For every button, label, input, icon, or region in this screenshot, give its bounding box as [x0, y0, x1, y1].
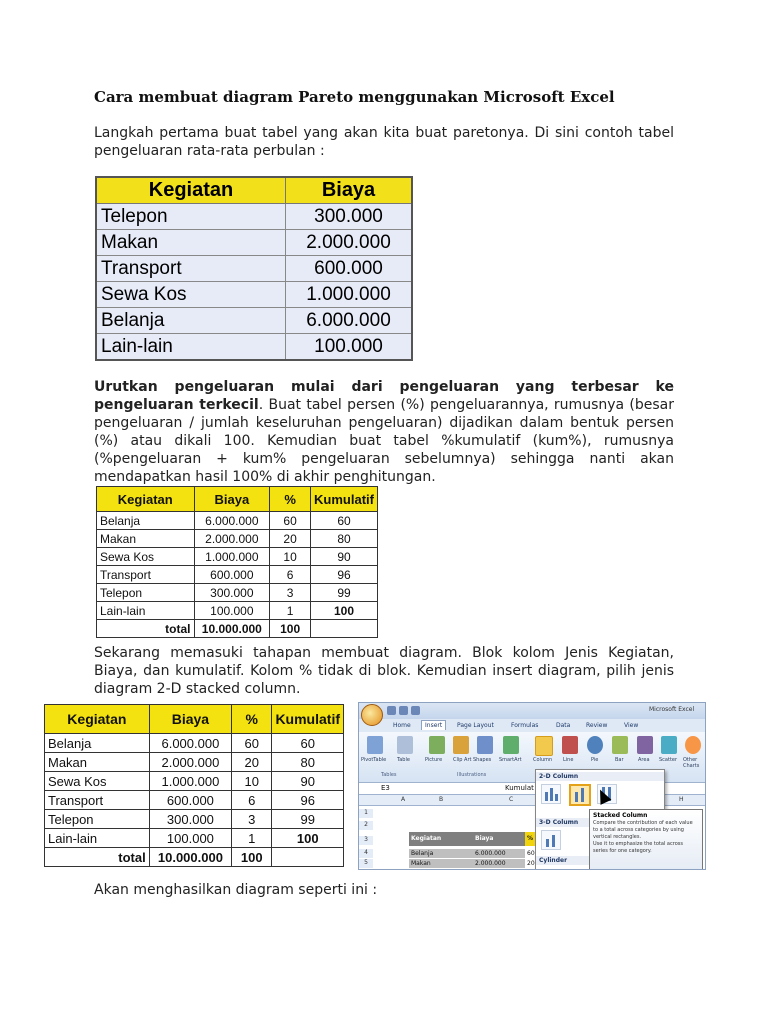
table-cell: Sewa Kos: [96, 282, 286, 308]
clustered-column-icon[interactable]: [541, 784, 561, 804]
table-cell: Lain-lain: [97, 602, 195, 620]
table-cell: 100.000: [194, 602, 270, 620]
header-percent: %: [270, 487, 311, 512]
stacked-column-icon[interactable]: [569, 784, 591, 806]
total-percent: 100: [270, 620, 311, 638]
table-cell: 6.000.000: [194, 512, 270, 530]
header-kumulatif: Kumulatif: [311, 487, 378, 512]
table-cell: 1.000.000: [149, 772, 231, 791]
sorting-rest-text: . Buat tabel persen (%) pengeluarannya, rumusnya (besar pengeluaran / jumlah keseluruhan pengeluaran) dijadikan dalam bentuk persen (%) atau dikali 100. Kemudian buat tabel %kumulatif (kum%), rumusnya (%pengeluaran + kum% pengeluaran sebelumnya) sehingga nanti akan mendapatkan hasil 100% di akhir penghitungan.: [94, 397, 674, 485]
excel-cell[interactable]: 20: [527, 860, 535, 867]
table-cell: Lain-lain: [96, 334, 286, 361]
table-cell: 600.000: [149, 791, 231, 810]
column-chart-icon[interactable]: [535, 736, 553, 756]
ribbon-label: Pie: [591, 757, 599, 763]
table-cell: 2.000.000: [194, 530, 270, 548]
table-cell: 300.000: [194, 584, 270, 602]
line-chart-icon[interactable]: [562, 736, 578, 754]
table-cell: [272, 848, 344, 867]
name-box[interactable]: E3: [381, 784, 390, 792]
table-cell: 2.000.000: [286, 230, 413, 256]
table-cell: 96: [272, 791, 344, 810]
pareto-table-small: [96, 486, 378, 638]
table-cell: Lain-lain: [45, 829, 150, 848]
excel-cell[interactable]: 60: [527, 850, 535, 857]
row-header[interactable]: 2: [359, 821, 373, 830]
ribbon-label: Column: [533, 757, 553, 763]
table-cell: 1: [270, 602, 311, 620]
column-header[interactable]: H: [679, 796, 684, 803]
tab-data[interactable]: Data: [556, 722, 571, 729]
document-title: Microsoft Excel: [649, 706, 695, 713]
table-cell: Makan: [45, 753, 150, 772]
excel-cell[interactable]: %: [525, 832, 539, 846]
row-header[interactable]: 5: [359, 859, 373, 868]
total-percent: 100: [232, 848, 272, 867]
header-biaya: Biaya: [286, 177, 413, 204]
table-cell: Makan: [96, 230, 286, 256]
table-cell: 10: [270, 548, 311, 566]
table-cell: 300.000: [149, 810, 231, 829]
ribbon-label: Clip Art: [453, 757, 472, 763]
total-biaya: 10.000.000: [149, 848, 231, 867]
table-cell: 6.000.000: [286, 308, 413, 334]
table-cell: Belanja: [97, 512, 195, 530]
group-label: Illustrations: [457, 772, 487, 778]
ribbon-tabs: [359, 720, 705, 732]
ribbon-label: SmartArt: [499, 757, 522, 763]
table-cell: 600.000: [194, 566, 270, 584]
dropdown-section: 2-D Column: [536, 772, 664, 781]
table-cell: Belanja: [45, 734, 150, 753]
row-header[interactable]: 4: [359, 849, 373, 858]
table-cell: Belanja: [96, 308, 286, 334]
header-kegiatan: Kegiatan: [45, 705, 150, 734]
tooltip-text: Compare the contribution of each value to a total across categories by using vertical rectangles.: [593, 820, 693, 840]
picture-icon[interactable]: [429, 736, 445, 754]
chart-instruction-paragraph: Sekarang memasuki tahapan membuat diagram. Blok kolom Jenis Kegiatan, Biaya, dan kumulatif. Kolom % tidak di blok. Kemudian insert diagram, pilih jenis diagram 2-D stacked column.: [94, 645, 674, 697]
table-icon[interactable]: [397, 736, 413, 754]
column-header[interactable]: A: [401, 796, 406, 803]
table-cell: 100.000: [149, 829, 231, 848]
table-cell: 60: [311, 512, 378, 530]
shapes-icon[interactable]: [477, 736, 493, 754]
table-cell: 1: [232, 829, 272, 848]
excel-cell[interactable]: Belanja: [409, 849, 473, 858]
table-cell: 6.000.000: [149, 734, 231, 753]
excel-title-bar: [359, 703, 705, 719]
pie-chart-icon[interactable]: [587, 736, 603, 754]
table-cell: Sewa Kos: [45, 772, 150, 791]
table-cell: 90: [272, 772, 344, 791]
excel-cell[interactable]: Biaya: [473, 832, 525, 846]
ribbon-label: Shapes: [473, 757, 492, 763]
table-cell: 99: [272, 810, 344, 829]
table-cell: Transport: [97, 566, 195, 584]
tab-formulas[interactable]: Formulas: [511, 722, 539, 729]
header-kegiatan: Kegiatan: [96, 177, 286, 204]
expense-table-initial: [95, 176, 413, 361]
header-kumulatif: Kumulatif: [272, 705, 344, 734]
table-cell: Transport: [45, 791, 150, 810]
pareto-table-large: [44, 704, 344, 867]
table-cell: 3: [232, 810, 272, 829]
total-label: total: [45, 848, 150, 867]
table-cell: [311, 620, 378, 638]
smartart-icon[interactable]: [503, 736, 519, 754]
ribbon-label: Scatter: [659, 757, 678, 763]
scatter-chart-icon[interactable]: [661, 736, 677, 754]
tooltip: [589, 809, 703, 870]
excel-screenshot: [358, 702, 706, 870]
table-cell: Transport: [96, 256, 286, 282]
table-cell: 100: [272, 829, 344, 848]
dropdown-section: 3-D Column: [536, 818, 664, 827]
table-cell: Telepon: [96, 204, 286, 230]
column-header[interactable]: C: [509, 796, 514, 803]
clipart-icon[interactable]: [453, 736, 469, 754]
tab-view[interactable]: View: [624, 722, 639, 729]
ribbon-label: Bar: [615, 757, 624, 763]
sorting-bold-text: Urutkan pengeluaran mulai dari pengeluaran yang terbesar ke pengeluaran terkecil: [94, 379, 674, 413]
undo-icon[interactable]: [399, 706, 408, 715]
ribbon-label: PivotTable: [361, 757, 387, 763]
table-cell: 6: [270, 566, 311, 584]
table-cell: 600.000: [286, 256, 413, 282]
row-header[interactable]: 3: [359, 836, 373, 845]
excel-cell[interactable]: 6.000.000: [473, 849, 525, 858]
table-cell: 1.000.000: [286, 282, 413, 308]
ribbon-label: Other Charts: [683, 757, 700, 769]
tooltip-text: Use it to emphasize the total across series for one category.: [593, 841, 683, 854]
group-label: Tables: [381, 772, 397, 778]
bar-chart-icon[interactable]: [612, 736, 628, 754]
header-percent: %: [232, 705, 272, 734]
tab-page-layout[interactable]: Page Layout: [457, 722, 494, 729]
excel-cell[interactable]: Makan: [409, 859, 473, 868]
table-cell: 60: [232, 734, 272, 753]
pivottable-icon[interactable]: [367, 736, 383, 754]
table-cell: 10: [232, 772, 272, 791]
table-cell: 90: [311, 548, 378, 566]
sorting-paragraph: [94, 378, 674, 486]
dropdown-section: Cylinder: [536, 856, 664, 865]
table-cell: Makan: [97, 530, 195, 548]
table-cell: Sewa Kos: [97, 548, 195, 566]
page-title: Cara membuat diagram Pareto menggunakan Microsoft Excel: [94, 88, 615, 106]
save-icon[interactable]: [387, 706, 396, 715]
table-cell: Telepon: [97, 584, 195, 602]
tab-home[interactable]: Home: [393, 722, 411, 729]
tab-insert[interactable]: Insert: [421, 720, 446, 730]
ribbon-label: Area: [638, 757, 650, 763]
table-cell: 20: [270, 530, 311, 548]
header-biaya: Biaya: [194, 487, 270, 512]
formula-content[interactable]: Kumulat: [505, 784, 534, 792]
ribbon-label: Picture: [425, 757, 443, 763]
tooltip-title: Stacked Column: [593, 812, 648, 819]
table-cell: 60: [270, 512, 311, 530]
table-cell: 80: [272, 753, 344, 772]
excel-cell[interactable]: Kegiatan: [409, 832, 473, 846]
ribbon-label: Table: [397, 757, 410, 763]
redo-icon[interactable]: [411, 706, 420, 715]
row-header[interactable]: 1: [359, 809, 373, 818]
total-label: total: [97, 620, 195, 638]
table-cell: 6: [232, 791, 272, 810]
table-cell: 60: [272, 734, 344, 753]
header-biaya: Biaya: [149, 705, 231, 734]
column-header[interactable]: B: [439, 796, 444, 803]
header-kegiatan: Kegiatan: [97, 487, 195, 512]
table-cell: 300.000: [286, 204, 413, 230]
total-biaya: 10.000.000: [194, 620, 270, 638]
table-cell: 1.000.000: [194, 548, 270, 566]
intro-paragraph: Langkah pertama buat tabel yang akan kita buat paretonya. Di sini contoh tabel pengeluaran rata-rata perbulan :: [94, 125, 674, 159]
table-cell: 3: [270, 584, 311, 602]
result-paragraph: Akan menghasilkan diagram seperti ini :: [94, 882, 378, 898]
excel-cell[interactable]: 2.000.000: [473, 859, 525, 868]
table-cell: Telepon: [45, 810, 150, 829]
other-charts-icon[interactable]: [685, 736, 701, 754]
table-cell: 100.000: [286, 334, 413, 361]
area-chart-icon[interactable]: [637, 736, 653, 754]
ribbon-label: Line: [563, 757, 574, 763]
table-cell: 80: [311, 530, 378, 548]
table-cell: 96: [311, 566, 378, 584]
table-cell: 100: [311, 602, 378, 620]
table-cell: 2.000.000: [149, 753, 231, 772]
table-cell: 20: [232, 753, 272, 772]
table-cell: 99: [311, 584, 378, 602]
3d-column-icon[interactable]: [541, 830, 561, 850]
tab-review[interactable]: Review: [586, 722, 608, 729]
